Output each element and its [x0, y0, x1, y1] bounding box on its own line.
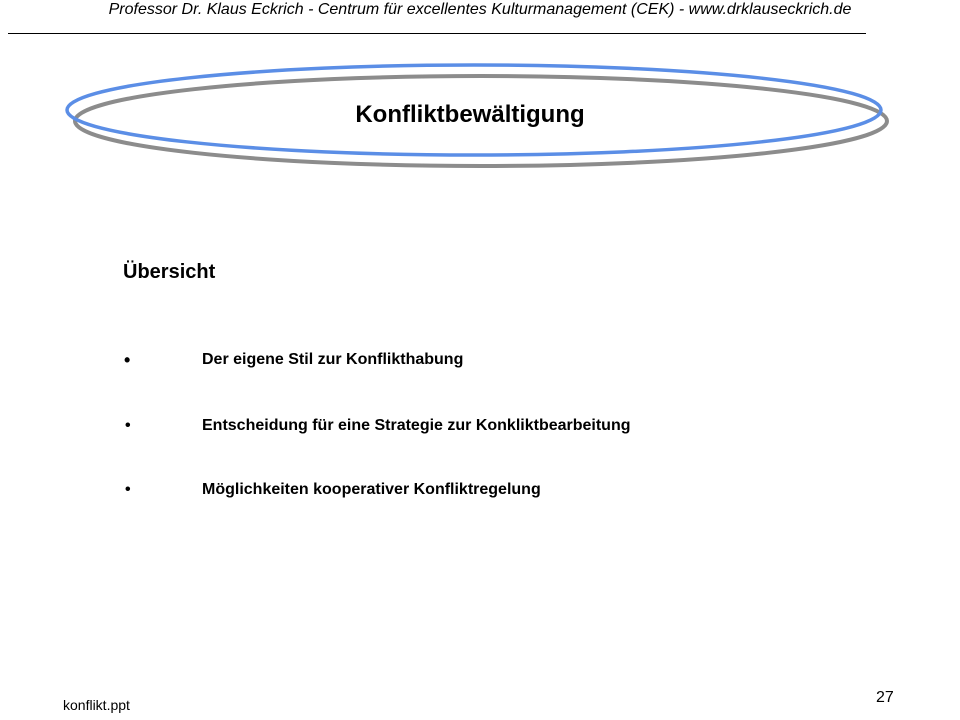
- bullet-icon: •: [125, 481, 131, 498]
- list-item-text: Entscheidung für eine Strategie zur Konkliktbearbeitung: [202, 417, 631, 434]
- page-number: 27: [876, 689, 894, 706]
- presentation-header: Professor Dr. Klaus Eckrich - Centrum für excellentes Kulturmanagement (CEK) - www.drklauseckrich.de: [108, 1, 852, 18]
- footer-filename: konflikt.ppt: [63, 697, 130, 713]
- list-item-text: Der eigene Stil zur Konflikthabung: [202, 351, 464, 368]
- list-item: [0, 417, 900, 441]
- list-item-text: Möglichkeiten kooperativer Konfliktregelung: [202, 481, 541, 498]
- section-heading: Übersicht: [123, 261, 216, 283]
- bullet-icon: •: [125, 417, 131, 434]
- list-item: [0, 351, 900, 375]
- slide-title: Konfliktbewältigung: [355, 101, 585, 128]
- title-ellipse-frame: [0, 0, 960, 200]
- list-item: [0, 481, 900, 505]
- bullet-icon: •: [124, 350, 131, 370]
